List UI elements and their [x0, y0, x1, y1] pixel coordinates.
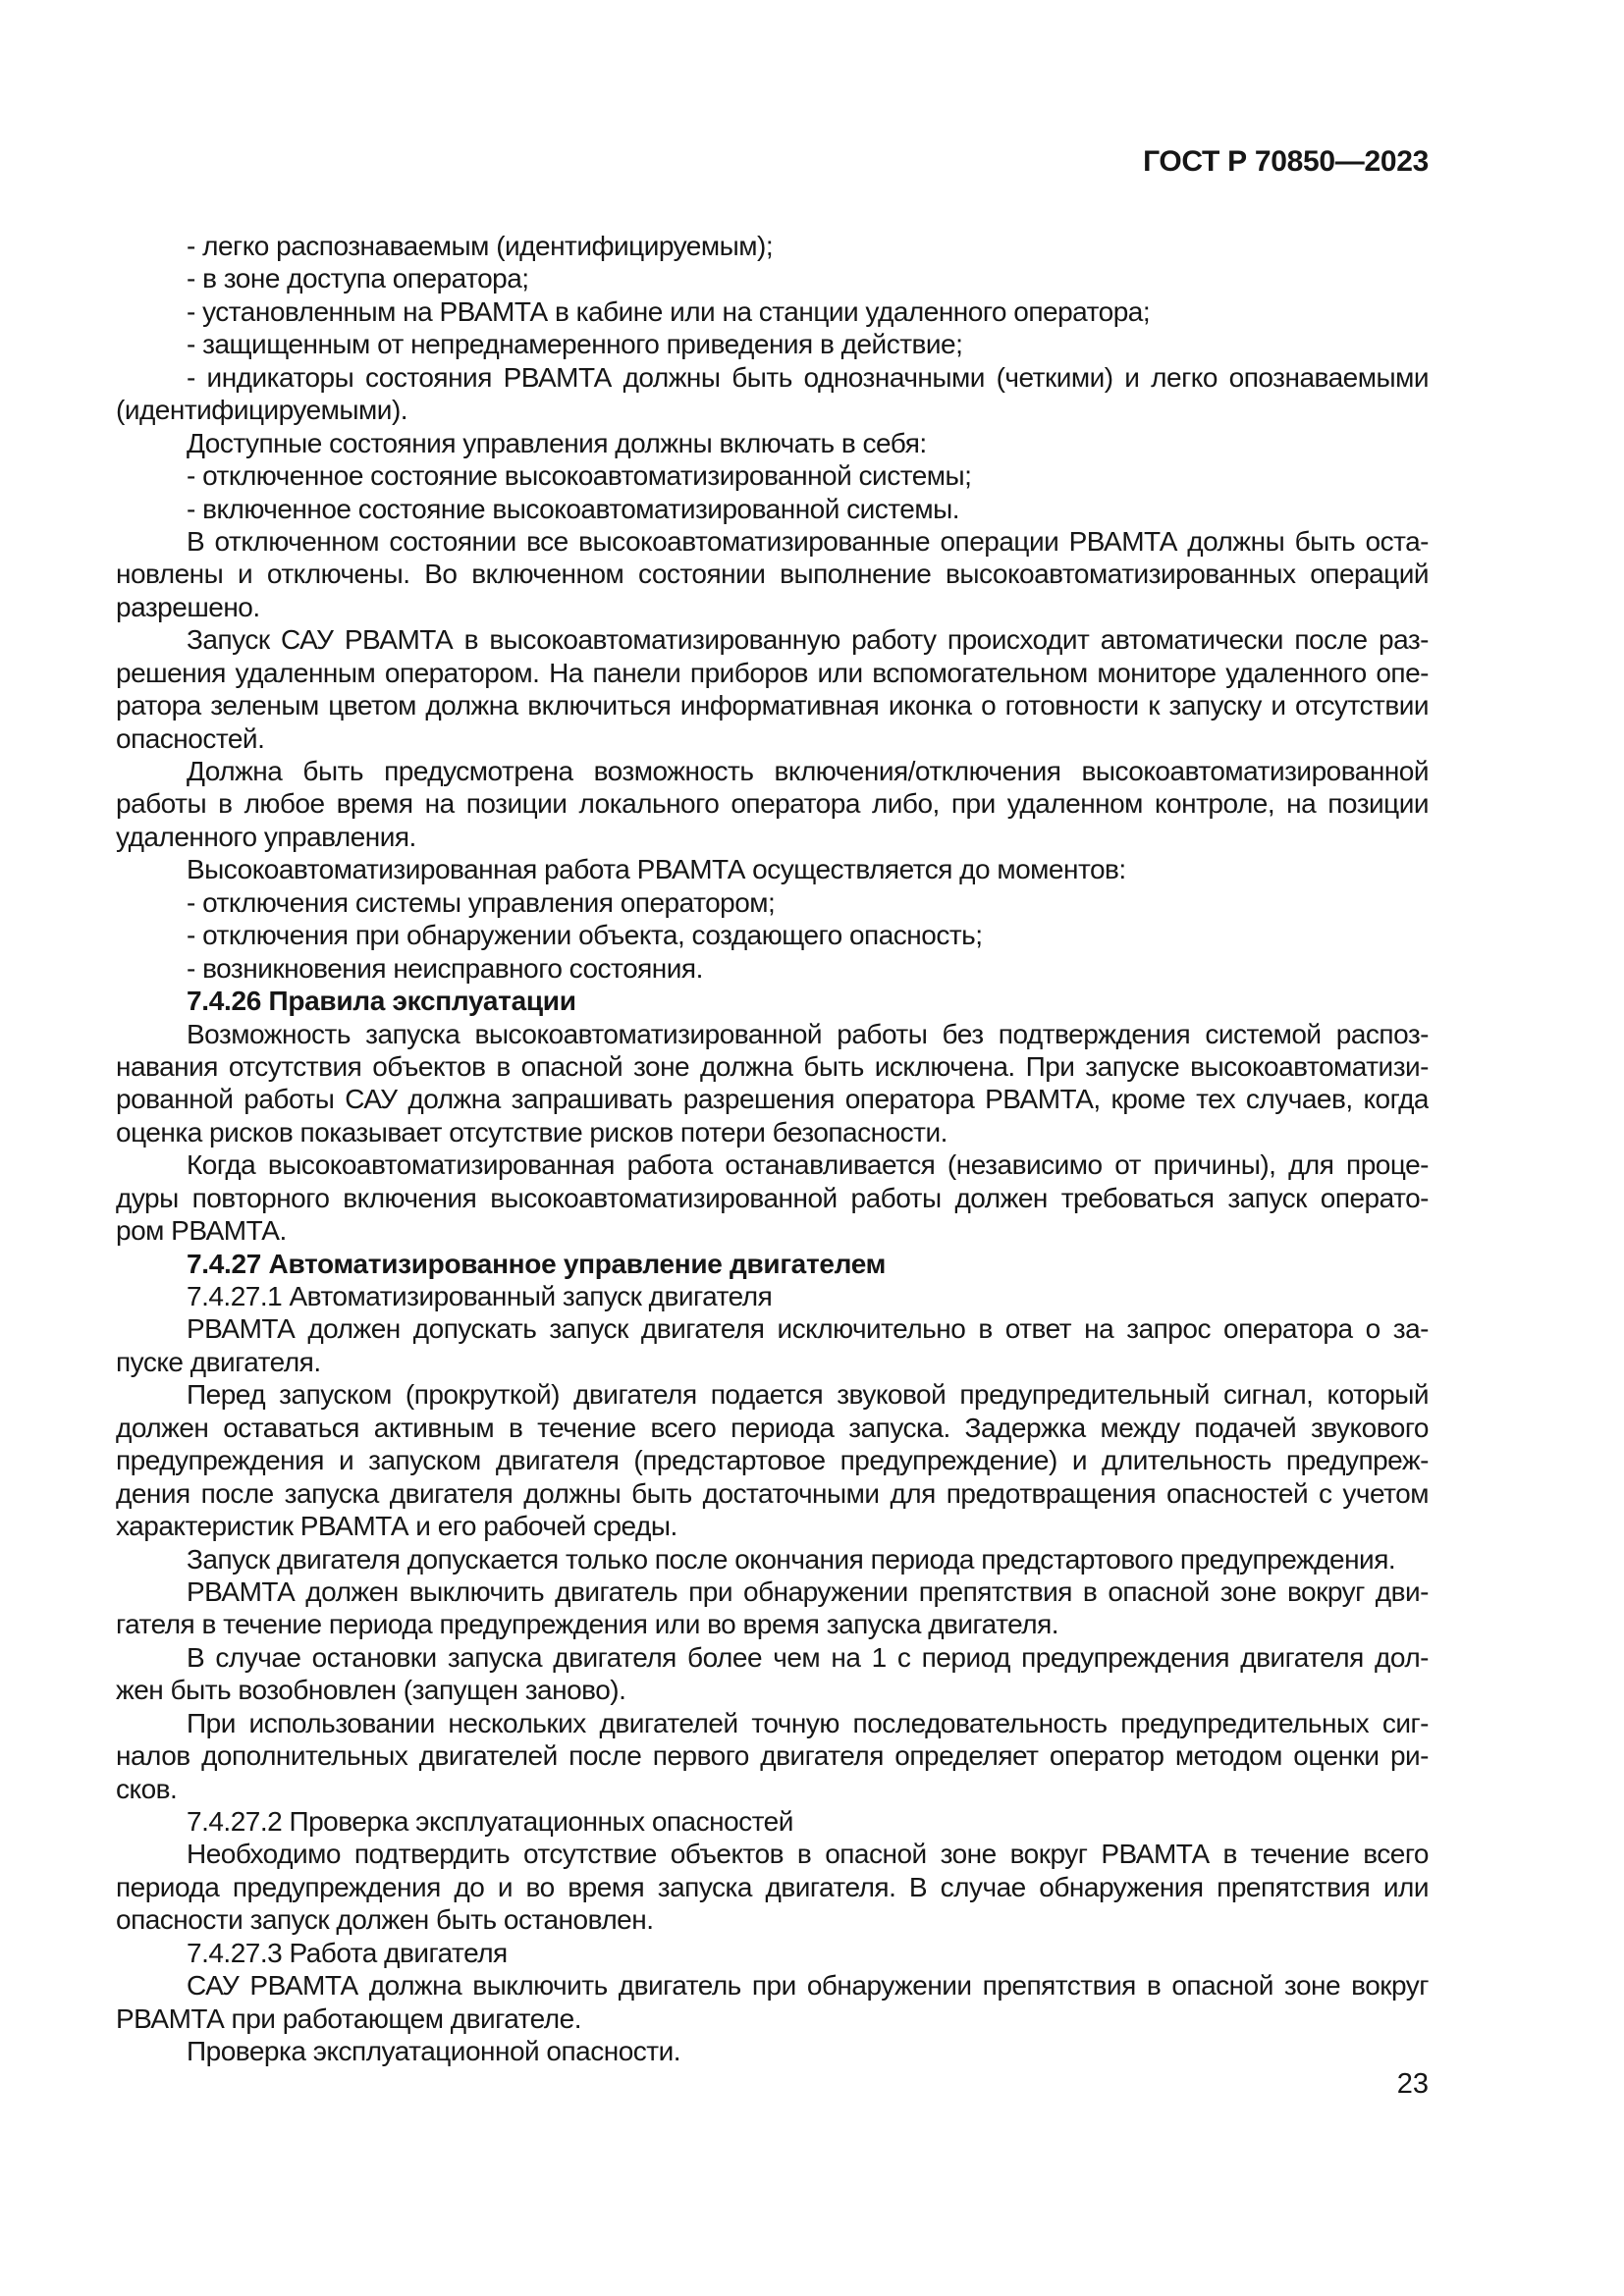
text-line: разрешено.: [116, 591, 260, 622]
text-line: РВАМТА при работающем двигателе.: [116, 2002, 581, 2034]
text-line: Когда высокоавтоматизированная работа останавливается (независимо от причины), для проце-: [187, 1149, 1429, 1181]
text-line: удаленного управления.: [116, 821, 416, 852]
text-line: периода предупреждения до и во время запуска двигателя. В случае обнаружения препятствия или: [116, 1871, 1429, 1902]
text-line: должен оставаться активным в течение всего периода запуска. Задержка между подачей звукового: [116, 1412, 1429, 1443]
text-line: - отключенное состояние высокоавтоматизированной системы;: [187, 460, 972, 492]
text-line: В отключенном состоянии все высокоавтоматизированные операции РВАМТА должны быть оста-: [187, 525, 1429, 557]
text-line: дения после запуска двигателя должны быть достаточными для предотвращения опасностей с учетом: [116, 1477, 1429, 1509]
text-line: 7.4.27 Автоматизированное управление двигателем: [187, 1248, 887, 1279]
text-line: (идентифицируемыми).: [116, 395, 408, 426]
text-line: дуры повторного включения высокоавтоматизированной работы должен требоваться запуск операто-: [116, 1182, 1429, 1213]
text-line: РВАМТА должен выключить двигатель при обнаружении препятствия в опасной зоне вокруг дви-: [187, 1575, 1429, 1607]
text-line: оценка рисков показывает отсутствие рисков потери безопасности.: [116, 1116, 947, 1148]
text-line: - отключения системы управления оператором;: [187, 886, 776, 918]
text-line: При использовании нескольких двигателей точную последовательность предупредительных сиг-: [187, 1707, 1429, 1738]
text-line: решения удаленным оператором. На панели приборов или вспомогательном мониторе удаленного опе-: [116, 657, 1429, 688]
text-line: Высокоавтоматизированная работа РВАМТА осуществляется до моментов:: [187, 854, 1126, 885]
text-line: ром РВАМТА.: [116, 1215, 287, 1247]
text-line: Перед запуском (прокруткой) двигателя подается звуковой предупредительный сигнал, который: [187, 1379, 1429, 1411]
text-line: работы в любое время на позиции локального оператора либо, при удаленном контроле, на позиции: [116, 788, 1429, 820]
text-line: пуске двигателя.: [116, 1346, 321, 1377]
text-line: - отключения при обнаружении объекта, создающего опасность;: [187, 920, 983, 951]
text-line: - возникновения неисправного состояния.: [187, 952, 703, 984]
text-line: РВАМТА должен допускать запуск двигателя исключительно в ответ на запрос оператора о за-: [187, 1313, 1429, 1345]
text-line: налов дополнительных двигателей после первого двигателя определяет оператор методом оценки ри-: [116, 1740, 1429, 1772]
text-line: Должна быть предусмотрена возможность включения/отключения высокоавтоматизированной: [187, 756, 1429, 786]
text-line: - включенное состояние высокоавтоматизированной системы.: [187, 493, 960, 524]
text-line: Запуск двигателя допускается только после окончания периода предстартового предупреждения.: [187, 1543, 1396, 1575]
text-line: - защищенным от непреднамеренного приведения в действие;: [187, 329, 963, 360]
text-line: Проверка эксплуатационной опасности.: [187, 2036, 681, 2067]
text-line: 7.4.27.1 Автоматизированный запуск двигателя: [187, 1281, 773, 1311]
text-line: сков.: [116, 1773, 178, 1804]
text-line: САУ РВАМТА должна выключить двигатель при обнаружении препятствия в опасной зоне вокруг: [187, 1970, 1429, 2002]
text-line: Запуск САУ РВАМТА в высокоавтоматизированную работу происходит автоматически после раз-: [187, 624, 1429, 656]
document-body: [116, 230, 1429, 2068]
text-line: 7.4.27.3 Работа двигателя: [187, 1937, 508, 1968]
text-line: ратора зеленым цветом должна включиться информативная иконка о готовности к запуску и отсутствии: [116, 690, 1429, 721]
text-line: 7.4.27.2 Проверка эксплуатационных опасностей: [187, 1806, 793, 1837]
page-number: 23: [1396, 2068, 1429, 2100]
text-line: гателя в течение периода предупреждения или во время запуска двигателя.: [116, 1609, 1059, 1640]
text-line: - установленным на РВАМТА в кабине или на станции удаленного оператора;: [187, 295, 1151, 327]
text-line: навания отсутствия объектов в опасной зоне должна быть исключена. При запуске высокоавтоматизи-: [116, 1050, 1429, 1082]
text-line: рованной работы САУ должна запрашивать разрешения оператора РВАМТА, кроме тех случаев, когда: [116, 1084, 1429, 1115]
text-line: характеристик РВАМТА и его рабочей среды.: [116, 1511, 677, 1542]
text-line: Возможность запуска высокоавтоматизированной работы без подтверждения системой распоз-: [187, 1018, 1429, 1049]
text-line: В случае остановки запуска двигателя более чем на 1 с период предупреждения двигателя дол-: [187, 1641, 1429, 1673]
text-line: Необходимо подтвердить отсутствие объектов в опасной зоне вокруг РВАМТА в течение всего: [187, 1839, 1429, 1870]
text-line: - в зоне доступа оператора;: [187, 263, 529, 294]
text-line: опасности запуск должен быть остановлен.: [116, 1904, 654, 1936]
text-line: Доступные состояния управления должны включать в себя:: [187, 427, 927, 458]
text-line: опасностей.: [116, 722, 265, 754]
text-line: предупреждения и запуском двигателя (предстартовое предупреждение) и длительность предупреж-: [116, 1445, 1429, 1476]
text-line: жен быть возобновлен (запущен заново).: [116, 1675, 626, 1706]
text-line: - индикаторы состояния РВАМТА должны быть однозначными (четкими) и легко опознаваемыми: [187, 361, 1429, 393]
standard-code-header: ГОСТ Р 70850—2023: [1143, 145, 1429, 178]
text-line: 7.4.26 Правила эксплуатации: [187, 986, 576, 1017]
text-line: - легко распознаваемым (идентифицируемым);: [187, 231, 774, 261]
text-line: новлены и отключены. Во включенном состоянии выполнение высокоавтоматизированных операций: [116, 559, 1429, 590]
